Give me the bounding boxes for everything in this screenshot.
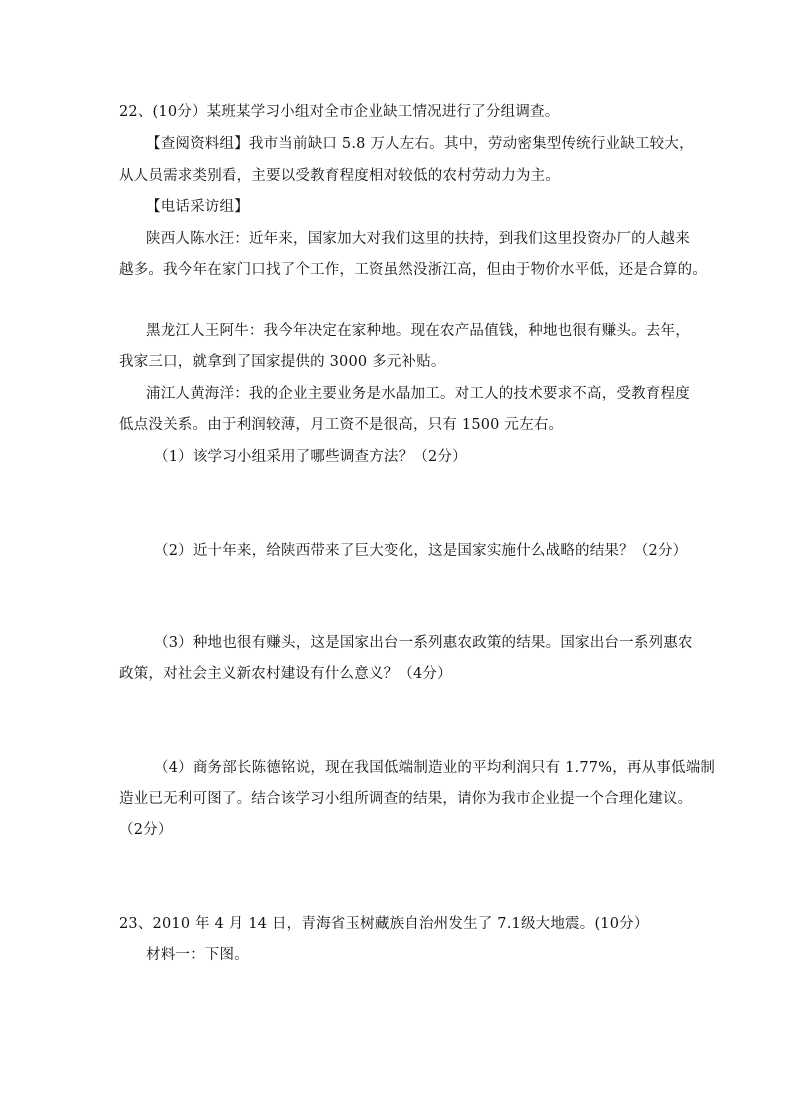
shaanxi-interview-line-2: 越多。我今年在家门口找了个工作，工资虽然没浙江高，但由于物价水平低，还是合算的。: [119, 262, 707, 278]
sub-question-4-line-1: （4）商务部长陈德铭说，现在我国低端制造业的平均利润只有 1.77%，再从事低端制: [154, 760, 716, 776]
sub-question-3-line-1: （3）种地也很有赚头，这是国家出台一系列惠农政策的结果。国家出台一系列惠农: [154, 635, 693, 651]
sub-question-4-line-2: 造业已无利可图了。结合该学习小组所调查的结果，请你为我市企业提一个合理化建议。: [119, 791, 693, 807]
research-group-paragraph-line-2: 从人员需求类别看，主要以受教育程度相对较低的农村劳动力为主。: [119, 168, 560, 184]
question-22-heading: 22、(10分）某班某学习小组对全市企业缺工情况进行了分组调查。: [119, 104, 560, 120]
shaanxi-interview-line-1: 陕西人陈水汪：近年来，国家加大对我们这里的扶持，到我们这里投资办厂的人越来: [146, 231, 690, 247]
material-1-label: 材料一：下图。: [146, 947, 249, 963]
heilongjiang-interview-line-1: 黑龙江人王阿牛：我今年决定在家种地。现在农产品值钱，种地也很有赚头。去年，: [146, 323, 690, 339]
sub-question-2: （2）近十年来，给陕西带来了巨大变化，这是国家实施什么战略的结果？（2分）: [154, 543, 688, 559]
question-23-heading: 23、2010 年 4 月 14 日，青海省玉树藏族自治州发生了 7.1级大地震。(10分）: [119, 916, 649, 932]
sub-question-1: （1）该学习小组采用了哪些调查方法？（2分）: [154, 449, 467, 465]
phone-interview-group-label: 【电话采访组】: [146, 199, 249, 215]
sub-question-4-line-3: （2分）: [119, 822, 173, 838]
research-group-paragraph-line-1: 【查阅资料组】我市当前缺口 5.8 万人左右。其中，劳动密集型传统行业缺工较大，: [146, 136, 694, 152]
heilongjiang-interview-line-2: 我家三口，就拿到了国家提供的 3000 多元补贴。: [119, 354, 446, 370]
pujiang-interview-line-2: 低点没关系。由于利润较薄，月工资不是很高，只有 1500 元左右。: [119, 417, 564, 433]
sub-question-3-line-2: 政策，对社会主义新农村建设有什么意义？（4分）: [119, 666, 452, 682]
pujiang-interview-line-1: 浦江人黄海洋：我的企业主要业务是水晶加工。对工人的技术要求不高，受教育程度: [146, 386, 690, 402]
